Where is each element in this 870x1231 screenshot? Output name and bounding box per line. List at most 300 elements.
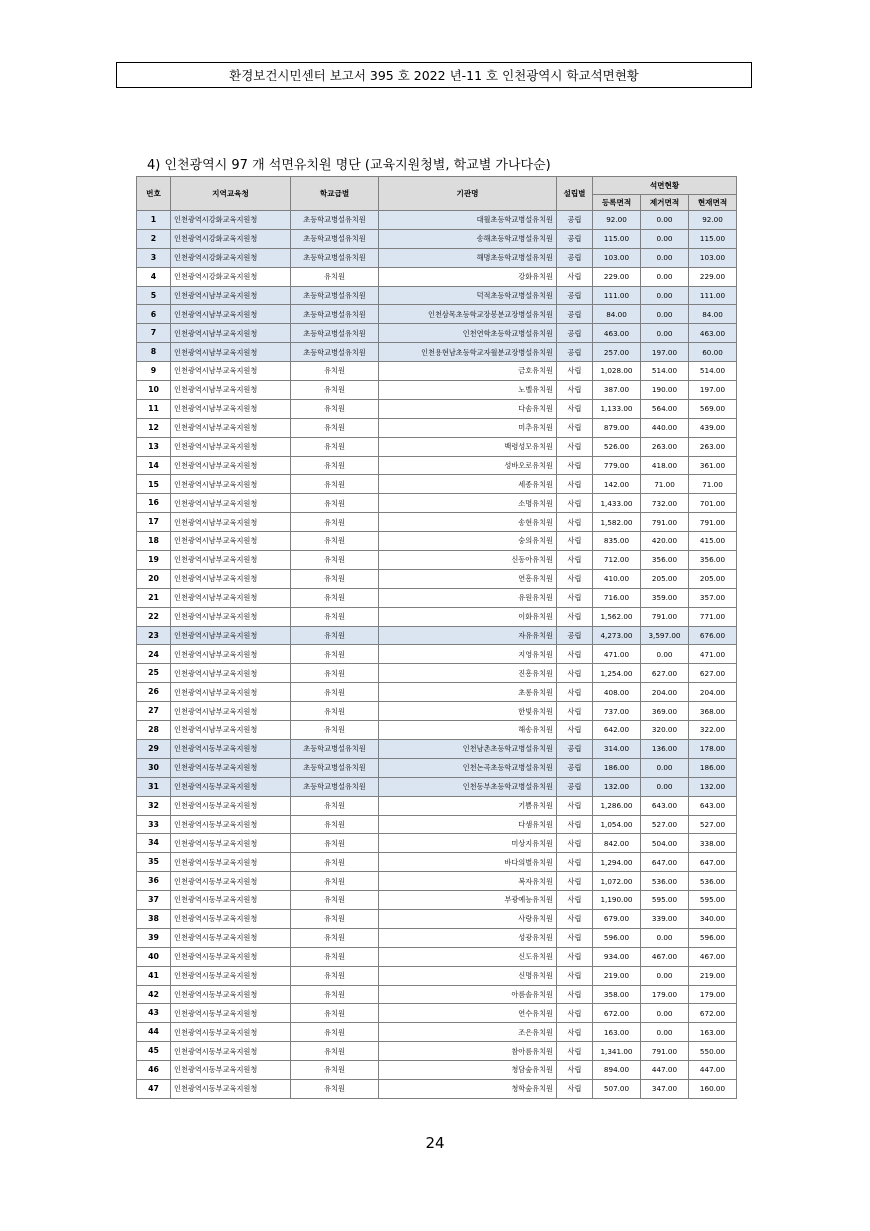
row-number: 42	[137, 985, 171, 1004]
institution-name-cell: 연흥유치원	[379, 569, 557, 588]
table-row	[137, 796, 737, 815]
institution-name-cell: 미추유치원	[379, 418, 557, 437]
removed-area-cell: 347.00	[641, 1079, 689, 1098]
row-number: 41	[137, 966, 171, 985]
current-area-cell: 701.00	[689, 494, 737, 513]
establishment-type-cell: 사립	[557, 796, 593, 815]
removed-area-cell: 0.00	[641, 645, 689, 664]
registered-area-cell: 712.00	[593, 551, 641, 570]
level-cell: 유치원	[291, 683, 379, 702]
removed-area-cell: 197.00	[641, 343, 689, 362]
region-cell: 인천광역시동부교육지원청	[171, 815, 291, 834]
level-cell: 유치원	[291, 267, 379, 286]
registered-area-cell: 92.00	[593, 211, 641, 230]
current-area-cell: 84.00	[689, 305, 737, 324]
removed-area-cell: 647.00	[641, 853, 689, 872]
level-cell: 초등학교병설유치원	[291, 286, 379, 305]
table-row	[137, 267, 737, 286]
region-cell: 인천광역시동부교육지원청	[171, 966, 291, 985]
removed-area-cell: 504.00	[641, 834, 689, 853]
registered-area-cell: 387.00	[593, 381, 641, 400]
establishment-type-cell: 사립	[557, 494, 593, 513]
establishment-type-cell: 사립	[557, 909, 593, 928]
table-row	[137, 966, 737, 985]
level-cell: 유치원	[291, 1061, 379, 1080]
row-number: 46	[137, 1061, 171, 1080]
table-row	[137, 211, 737, 230]
current-area-cell: 643.00	[689, 796, 737, 815]
establishment-type-cell: 사립	[557, 607, 593, 626]
level-cell: 초등학교병설유치원	[291, 211, 379, 230]
removed-area-cell: 0.00	[641, 305, 689, 324]
section-title: 4) 인천광역시 97 개 석면유치원 명단 (교육지원청별, 학교별 가나다순)	[147, 158, 551, 173]
header-region: 지역교육청	[171, 177, 291, 211]
establishment-type-cell: 공립	[557, 286, 593, 305]
establishment-type-cell: 사립	[557, 569, 593, 588]
current-area-cell: 115.00	[689, 229, 737, 248]
establishment-type-cell: 공립	[557, 248, 593, 267]
current-area-cell: 550.00	[689, 1042, 737, 1061]
row-number: 11	[137, 399, 171, 418]
institution-name-cell: 강화유치원	[379, 267, 557, 286]
region-cell: 인천광역시동부교육지원청	[171, 891, 291, 910]
current-area-cell: 527.00	[689, 815, 737, 834]
registered-area-cell: 115.00	[593, 229, 641, 248]
institution-name-cell: 인천삼목초등학교장봉분교장병설유치원	[379, 305, 557, 324]
institution-name-cell: 노벨유치원	[379, 381, 557, 400]
row-number: 17	[137, 513, 171, 532]
region-cell: 인천광역시강화교육지원청	[171, 267, 291, 286]
region-cell: 인천광역시남부교육지원청	[171, 437, 291, 456]
removed-area-cell: 204.00	[641, 683, 689, 702]
table-row	[137, 494, 737, 513]
establishment-type-cell: 사립	[557, 834, 593, 853]
region-cell: 인천광역시동부교육지원청	[171, 1061, 291, 1080]
current-area-cell: 219.00	[689, 966, 737, 985]
institution-name-cell: 지영유치원	[379, 645, 557, 664]
region-cell: 인천광역시남부교육지원청	[171, 286, 291, 305]
level-cell: 유치원	[291, 721, 379, 740]
level-cell: 유치원	[291, 1023, 379, 1042]
registered-area-cell: 1,286.00	[593, 796, 641, 815]
institution-name-cell: 연수유치원	[379, 1004, 557, 1023]
level-cell: 유치원	[291, 702, 379, 721]
current-area-cell: 357.00	[689, 588, 737, 607]
removed-area-cell: 320.00	[641, 721, 689, 740]
establishment-type-cell: 사립	[557, 399, 593, 418]
current-area-cell: 467.00	[689, 947, 737, 966]
table-row	[137, 1061, 737, 1080]
row-number: 21	[137, 588, 171, 607]
registered-area-cell: 1,133.00	[593, 399, 641, 418]
establishment-type-cell: 사립	[557, 267, 593, 286]
region-cell: 인천광역시동부교육지원청	[171, 1023, 291, 1042]
current-area-cell: 160.00	[689, 1079, 737, 1098]
removed-area-cell: 536.00	[641, 872, 689, 891]
establishment-type-cell: 사립	[557, 362, 593, 381]
level-cell: 유치원	[291, 966, 379, 985]
current-area-cell: 204.00	[689, 683, 737, 702]
row-number: 36	[137, 872, 171, 891]
level-cell: 초등학교병설유치원	[291, 739, 379, 758]
establishment-type-cell: 사립	[557, 437, 593, 456]
removed-area-cell: 0.00	[641, 248, 689, 267]
header-name: 기관명	[379, 177, 557, 211]
region-cell: 인천광역시동부교육지원청	[171, 777, 291, 796]
registered-area-cell: 4,273.00	[593, 626, 641, 645]
level-cell: 유치원	[291, 626, 379, 645]
removed-area-cell: 136.00	[641, 739, 689, 758]
registered-area-cell: 1,190.00	[593, 891, 641, 910]
removed-area-cell: 0.00	[641, 928, 689, 947]
current-area-cell: 71.00	[689, 475, 737, 494]
level-cell: 유치원	[291, 437, 379, 456]
establishment-type-cell: 사립	[557, 456, 593, 475]
registered-area-cell: 1,254.00	[593, 664, 641, 683]
level-cell: 유치원	[291, 1004, 379, 1023]
row-number: 37	[137, 891, 171, 910]
registered-area-cell: 1,028.00	[593, 362, 641, 381]
establishment-type-cell: 사립	[557, 891, 593, 910]
removed-area-cell: 791.00	[641, 607, 689, 626]
establishment-type-cell: 사립	[557, 1079, 593, 1098]
table-row	[137, 702, 737, 721]
table-row	[137, 872, 737, 891]
removed-area-cell: 564.00	[641, 399, 689, 418]
region-cell: 인천광역시남부교육지원청	[171, 381, 291, 400]
region-cell: 인천광역시남부교육지원청	[171, 456, 291, 475]
table-row	[137, 286, 737, 305]
page-number: 24	[425, 1134, 445, 1152]
row-number: 2	[137, 229, 171, 248]
current-area-cell: 672.00	[689, 1004, 737, 1023]
level-cell: 유치원	[291, 551, 379, 570]
region-cell: 인천광역시남부교육지원청	[171, 343, 291, 362]
row-number: 25	[137, 664, 171, 683]
region-cell: 인천광역시남부교육지원청	[171, 494, 291, 513]
institution-name-cell: 세종유치원	[379, 475, 557, 494]
row-number: 32	[137, 796, 171, 815]
row-number: 13	[137, 437, 171, 456]
table-row	[137, 1004, 737, 1023]
row-number: 45	[137, 1042, 171, 1061]
registered-area-cell: 716.00	[593, 588, 641, 607]
registered-area-cell: 103.00	[593, 248, 641, 267]
table-row	[137, 853, 737, 872]
registered-area-cell: 463.00	[593, 324, 641, 343]
table-row	[137, 664, 737, 683]
row-number: 44	[137, 1023, 171, 1042]
establishment-type-cell: 사립	[557, 985, 593, 1004]
establishment-type-cell: 사립	[557, 551, 593, 570]
table-row	[137, 645, 737, 664]
row-number: 3	[137, 248, 171, 267]
header-no: 번호	[137, 177, 171, 211]
level-cell: 초등학교병설유치원	[291, 305, 379, 324]
establishment-type-cell: 사립	[557, 1042, 593, 1061]
table-row	[137, 513, 737, 532]
table-row	[137, 324, 737, 343]
institution-name-cell: 덕적초등학교병설유치원	[379, 286, 557, 305]
region-cell: 인천광역시남부교육지원청	[171, 513, 291, 532]
institution-name-cell: 인천논곡초등학교병설유치원	[379, 758, 557, 777]
table-row	[137, 399, 737, 418]
registered-area-cell: 1,294.00	[593, 853, 641, 872]
level-cell: 유치원	[291, 362, 379, 381]
removed-area-cell: 732.00	[641, 494, 689, 513]
institution-name-cell: 참아름유치원	[379, 1042, 557, 1061]
table-row	[137, 985, 737, 1004]
institution-name-cell: 유원유치원	[379, 588, 557, 607]
removed-area-cell: 791.00	[641, 513, 689, 532]
establishment-type-cell: 사립	[557, 418, 593, 437]
removed-area-cell: 467.00	[641, 947, 689, 966]
level-cell: 유치원	[291, 928, 379, 947]
table-row	[137, 928, 737, 947]
registered-area-cell: 1,341.00	[593, 1042, 641, 1061]
region-cell: 인천광역시남부교육지원청	[171, 418, 291, 437]
current-area-cell: 596.00	[689, 928, 737, 947]
table-row	[137, 721, 737, 740]
establishment-type-cell: 사립	[557, 664, 593, 683]
establishment-type-cell: 사립	[557, 947, 593, 966]
region-cell: 인천광역시동부교육지원청	[171, 928, 291, 947]
level-cell: 유치원	[291, 475, 379, 494]
row-number: 29	[137, 739, 171, 758]
removed-area-cell: 0.00	[641, 1023, 689, 1042]
table-row	[137, 569, 737, 588]
registered-area-cell: 257.00	[593, 343, 641, 362]
registered-area-cell: 842.00	[593, 834, 641, 853]
report-header-text: 환경보건시민센터 보고서 395 호 2022 년-11 호 인천광역시 학교석면현황	[229, 68, 639, 83]
row-number: 39	[137, 928, 171, 947]
establishment-type-cell: 사립	[557, 1061, 593, 1080]
region-cell: 인천광역시동부교육지원청	[171, 1079, 291, 1098]
removed-area-cell: 447.00	[641, 1061, 689, 1080]
registered-area-cell: 835.00	[593, 532, 641, 551]
row-number: 33	[137, 815, 171, 834]
establishment-type-cell: 공립	[557, 777, 593, 796]
current-area-cell: 471.00	[689, 645, 737, 664]
registered-area-cell: 84.00	[593, 305, 641, 324]
removed-area-cell: 339.00	[641, 909, 689, 928]
row-number: 26	[137, 683, 171, 702]
region-cell: 인천광역시남부교육지원청	[171, 702, 291, 721]
header-type: 설립별	[557, 177, 593, 211]
registered-area-cell: 186.00	[593, 758, 641, 777]
removed-area-cell: 791.00	[641, 1042, 689, 1061]
removed-area-cell: 0.00	[641, 324, 689, 343]
registered-area-cell: 894.00	[593, 1061, 641, 1080]
establishment-type-cell: 사립	[557, 588, 593, 607]
level-cell: 유치원	[291, 1079, 379, 1098]
level-cell: 초등학교병설유치원	[291, 248, 379, 267]
row-number: 10	[137, 381, 171, 400]
removed-area-cell: 190.00	[641, 381, 689, 400]
row-number: 38	[137, 909, 171, 928]
table-row	[137, 891, 737, 910]
registered-area-cell: 1,072.00	[593, 872, 641, 891]
region-cell: 인천광역시동부교육지원청	[171, 1004, 291, 1023]
registered-area-cell: 596.00	[593, 928, 641, 947]
establishment-type-cell: 사립	[557, 702, 593, 721]
establishment-type-cell: 사립	[557, 815, 593, 834]
establishment-type-cell: 사립	[557, 853, 593, 872]
registered-area-cell: 229.00	[593, 267, 641, 286]
establishment-type-cell: 사립	[557, 872, 593, 891]
registered-area-cell: 410.00	[593, 569, 641, 588]
current-area-cell: 676.00	[689, 626, 737, 645]
current-area-cell: 322.00	[689, 721, 737, 740]
level-cell: 유치원	[291, 947, 379, 966]
establishment-type-cell: 사립	[557, 513, 593, 532]
registered-area-cell: 679.00	[593, 909, 641, 928]
region-cell: 인천광역시남부교육지원청	[171, 588, 291, 607]
region-cell: 인천광역시남부교육지원청	[171, 569, 291, 588]
removed-area-cell: 595.00	[641, 891, 689, 910]
registered-area-cell: 219.00	[593, 966, 641, 985]
registered-area-cell: 526.00	[593, 437, 641, 456]
table-row	[137, 532, 737, 551]
region-cell: 인천광역시남부교육지원청	[171, 664, 291, 683]
row-number: 23	[137, 626, 171, 645]
region-cell: 인천광역시남부교육지원청	[171, 607, 291, 626]
level-cell: 유치원	[291, 1042, 379, 1061]
row-number: 6	[137, 305, 171, 324]
establishment-type-cell: 사립	[557, 1023, 593, 1042]
row-number: 5	[137, 286, 171, 305]
region-cell: 인천광역시남부교육지원청	[171, 532, 291, 551]
current-area-cell: 514.00	[689, 362, 737, 381]
region-cell: 인천광역시동부교육지원청	[171, 796, 291, 815]
region-cell: 인천광역시동부교육지원청	[171, 853, 291, 872]
registered-area-cell: 163.00	[593, 1023, 641, 1042]
removed-area-cell: 418.00	[641, 456, 689, 475]
asbestos-kindergarten-table	[136, 176, 737, 1099]
institution-name-cell: 신명유치원	[379, 966, 557, 985]
region-cell: 인천광역시동부교육지원청	[171, 947, 291, 966]
removed-area-cell: 359.00	[641, 588, 689, 607]
header-removed: 제거면적	[641, 195, 689, 211]
institution-name-cell: 사랑유치원	[379, 909, 557, 928]
region-cell: 인천광역시동부교육지원청	[171, 739, 291, 758]
institution-name-cell: 금호유치원	[379, 362, 557, 381]
level-cell: 유치원	[291, 853, 379, 872]
current-area-cell: 447.00	[689, 1061, 737, 1080]
establishment-type-cell: 공립	[557, 211, 593, 230]
institution-name-cell: 미상지유치원	[379, 834, 557, 853]
registered-area-cell: 142.00	[593, 475, 641, 494]
region-cell: 인천광역시동부교육지원청	[171, 758, 291, 777]
level-cell: 유치원	[291, 872, 379, 891]
current-area-cell: 197.00	[689, 381, 737, 400]
institution-name-cell: 송해초등학교병설유치원	[379, 229, 557, 248]
institution-name-cell: 인천남촌초등학교병설유치원	[379, 739, 557, 758]
current-area-cell: 186.00	[689, 758, 737, 777]
institution-name-cell: 부광예능유치원	[379, 891, 557, 910]
region-cell: 인천광역시남부교육지원청	[171, 475, 291, 494]
row-number: 30	[137, 758, 171, 777]
removed-area-cell: 0.00	[641, 286, 689, 305]
row-number: 27	[137, 702, 171, 721]
region-cell: 인천광역시강화교육지원청	[171, 229, 291, 248]
removed-area-cell: 0.00	[641, 267, 689, 286]
level-cell: 유치원	[291, 569, 379, 588]
establishment-type-cell: 사립	[557, 721, 593, 740]
table-row	[137, 229, 737, 248]
institution-name-cell: 청담숲유치원	[379, 1061, 557, 1080]
current-area-cell: 103.00	[689, 248, 737, 267]
registered-area-cell: 471.00	[593, 645, 641, 664]
row-number: 9	[137, 362, 171, 381]
table-row	[137, 777, 737, 796]
current-area-cell: 229.00	[689, 267, 737, 286]
level-cell: 유치원	[291, 796, 379, 815]
registered-area-cell: 879.00	[593, 418, 641, 437]
current-area-cell: 92.00	[689, 211, 737, 230]
registered-area-cell: 408.00	[593, 683, 641, 702]
table-row	[137, 248, 737, 267]
institution-name-cell: 기쁨유치원	[379, 796, 557, 815]
current-area-cell: 595.00	[689, 891, 737, 910]
institution-name-cell: 자유유치원	[379, 626, 557, 645]
table-row	[137, 305, 737, 324]
row-number: 14	[137, 456, 171, 475]
region-cell: 인천광역시동부교육지원청	[171, 985, 291, 1004]
current-area-cell: 163.00	[689, 1023, 737, 1042]
removed-area-cell: 514.00	[641, 362, 689, 381]
institution-name-cell: 숭의유치원	[379, 532, 557, 551]
current-area-cell: 415.00	[689, 532, 737, 551]
removed-area-cell: 0.00	[641, 758, 689, 777]
row-number: 24	[137, 645, 171, 664]
removed-area-cell: 527.00	[641, 815, 689, 834]
table-row	[137, 1023, 737, 1042]
region-cell: 인천광역시강화교육지원청	[171, 248, 291, 267]
institution-name-cell: 성바오로유치원	[379, 456, 557, 475]
level-cell: 유치원	[291, 815, 379, 834]
institution-name-cell: 진흥유치원	[379, 664, 557, 683]
establishment-type-cell: 사립	[557, 1004, 593, 1023]
table-row	[137, 626, 737, 645]
table-row	[137, 683, 737, 702]
row-number: 34	[137, 834, 171, 853]
row-number: 4	[137, 267, 171, 286]
current-area-cell: 111.00	[689, 286, 737, 305]
institution-name-cell: 이화유치원	[379, 607, 557, 626]
row-number: 19	[137, 551, 171, 570]
region-cell: 인천광역시남부교육지원청	[171, 626, 291, 645]
institution-name-cell: 대월초등학교병설유치원	[379, 211, 557, 230]
institution-name-cell: 아름솔유치원	[379, 985, 557, 1004]
removed-area-cell: 440.00	[641, 418, 689, 437]
table-row	[137, 607, 737, 626]
registered-area-cell: 779.00	[593, 456, 641, 475]
establishment-type-cell: 사립	[557, 683, 593, 702]
table-row	[137, 362, 737, 381]
row-number: 12	[137, 418, 171, 437]
row-number: 28	[137, 721, 171, 740]
current-area-cell: 368.00	[689, 702, 737, 721]
region-cell: 인천광역시남부교육지원청	[171, 645, 291, 664]
institution-name-cell: 초롱유치원	[379, 683, 557, 702]
removed-area-cell: 263.00	[641, 437, 689, 456]
institution-name-cell: 다솜유치원	[379, 399, 557, 418]
registered-area-cell: 507.00	[593, 1079, 641, 1098]
registered-area-cell: 1,562.00	[593, 607, 641, 626]
row-number: 8	[137, 343, 171, 362]
row-number: 15	[137, 475, 171, 494]
